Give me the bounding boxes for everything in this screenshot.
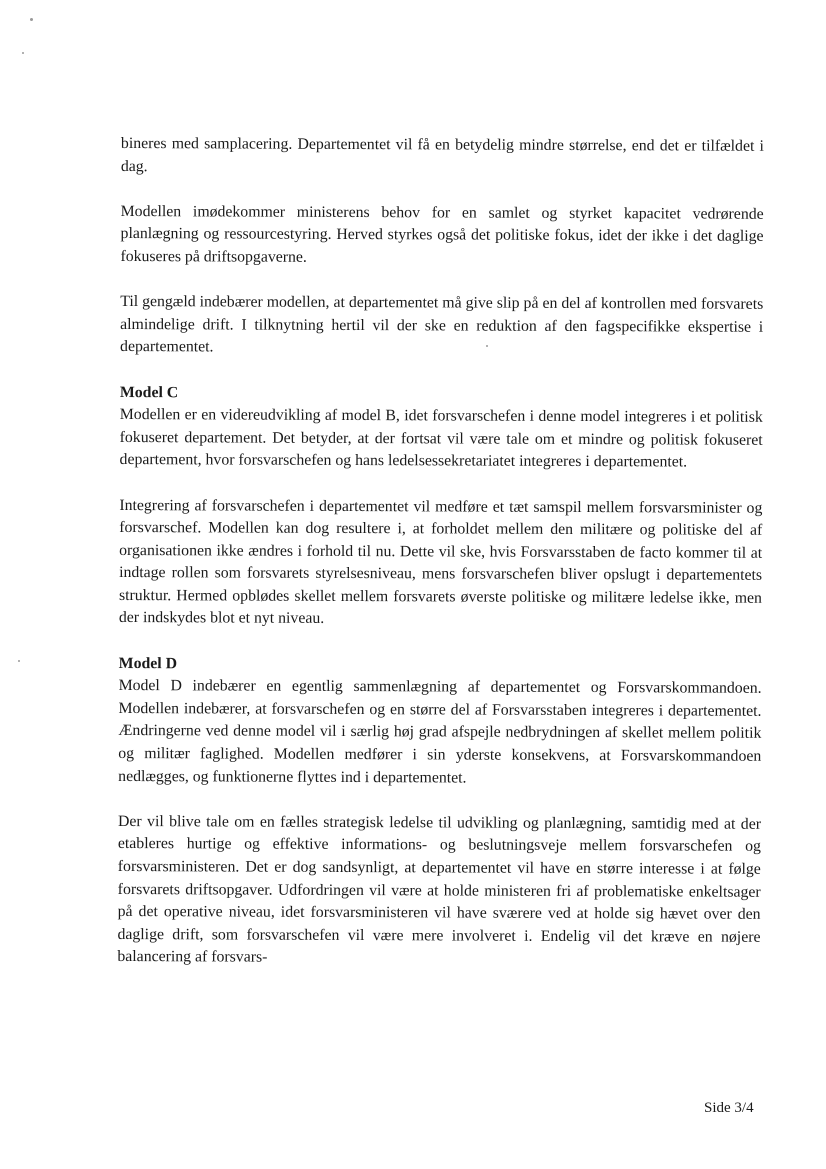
body-paragraph: Model D indebærer en egentlig sammenlægning af departementet og Forsvarskommandoen. Modellen indebærer, at forsvarschefen og en større del af Forsvarsstaben integreres i departementet. Ændringerne ved denne model vil i særlig høj grad afspejle nedbrydningen af skellet mellem politik og militær faglighed. Modellen medfører i sin yderste konsekvens, at Forsvarskommandoen nedlægges, og funktionerne flyttes ind i departementet. [118, 677, 762, 787]
body-paragraph: Modellen er en videreudvikling af model B, idet forsvarschefen i denne model integreres i et politisk fokuseret departement. Det betyder, at der fortsat vil være tale om et mindre og politisk fokuseret departement, hvor forsvarschefen og hans ledelsessekretariatet integreres i departementet. [119, 406, 763, 471]
body-paragraph: Modellen imødekommer ministerens behov for en samlet og styrket kapacitet vedrørende planlægning og ressourcestyring. Herved styrkes også det politiske fokus, idet der ikke i det daglige fokuseres på driftsopgaverne. [120, 202, 764, 266]
document-body [117, 133, 764, 994]
section-heading-model-d: Model D [118, 654, 178, 672]
page-number: Side 3/4 [704, 1100, 754, 1116]
body-paragraph: Der vil blive tale om en fælles strategisk ledelse til udvikling og planlægning, samtidig med at der etableres hurtige og effektive informations- og beslutningsveje mellem forsvarschefen og forsvarsministeren. Det er dog sandsynligt, at departementet vil have en større interesse i at følge forsvarets driftsopgaver. Udfordringen vil være at holde ministeren fri af problematiske enkeltsager på det operative niveau, idet forsvarsministeren vil have sværere ved at holde sig hævet over den daglige drift, som forsvarschefen vil være mere involveret i. Endelig vil det kræve en nøjere balancering af forsvars- [117, 812, 762, 967]
scan-speck [30, 18, 33, 21]
body-paragraph: Integrering af forsvarschefen i departementet vil medføre et tæt samspil mellem forsvarsminister og forsvarschef. Modellen kan dog resultere i, at forholdet mellem den militære og politiske del af organisationen ikke ændres i forhold til nu. Dette vil ske, hvis Forsvarsstaben de facto kommer til at indtage rollen som forsvarets styrelsesniveau, mens forsvarschefen bliver opslugt i departementets struktur. Hermed opblødes skellet mellem forsvarets øverste politiske og militære ledelse ikke, men der indskydes blot et nyt niveau. [118, 496, 763, 628]
scan-speck [22, 52, 24, 54]
scan-speck [18, 660, 20, 662]
body-paragraph: Til gengæld indebærer modellen, at departementet må give slip på en del af kontrollen med forsvarets almindelige drift. I tilknytning hertil vil der ske en reduktion af den fagspecifikke ekspertise i departementet. [120, 293, 764, 356]
body-paragraph: bineres med samplacering. Departementet vil få en betydelig mindre størrelse, end det er tilfældet i dag. [120, 134, 764, 175]
section-heading-model-c: Model C [119, 383, 179, 401]
